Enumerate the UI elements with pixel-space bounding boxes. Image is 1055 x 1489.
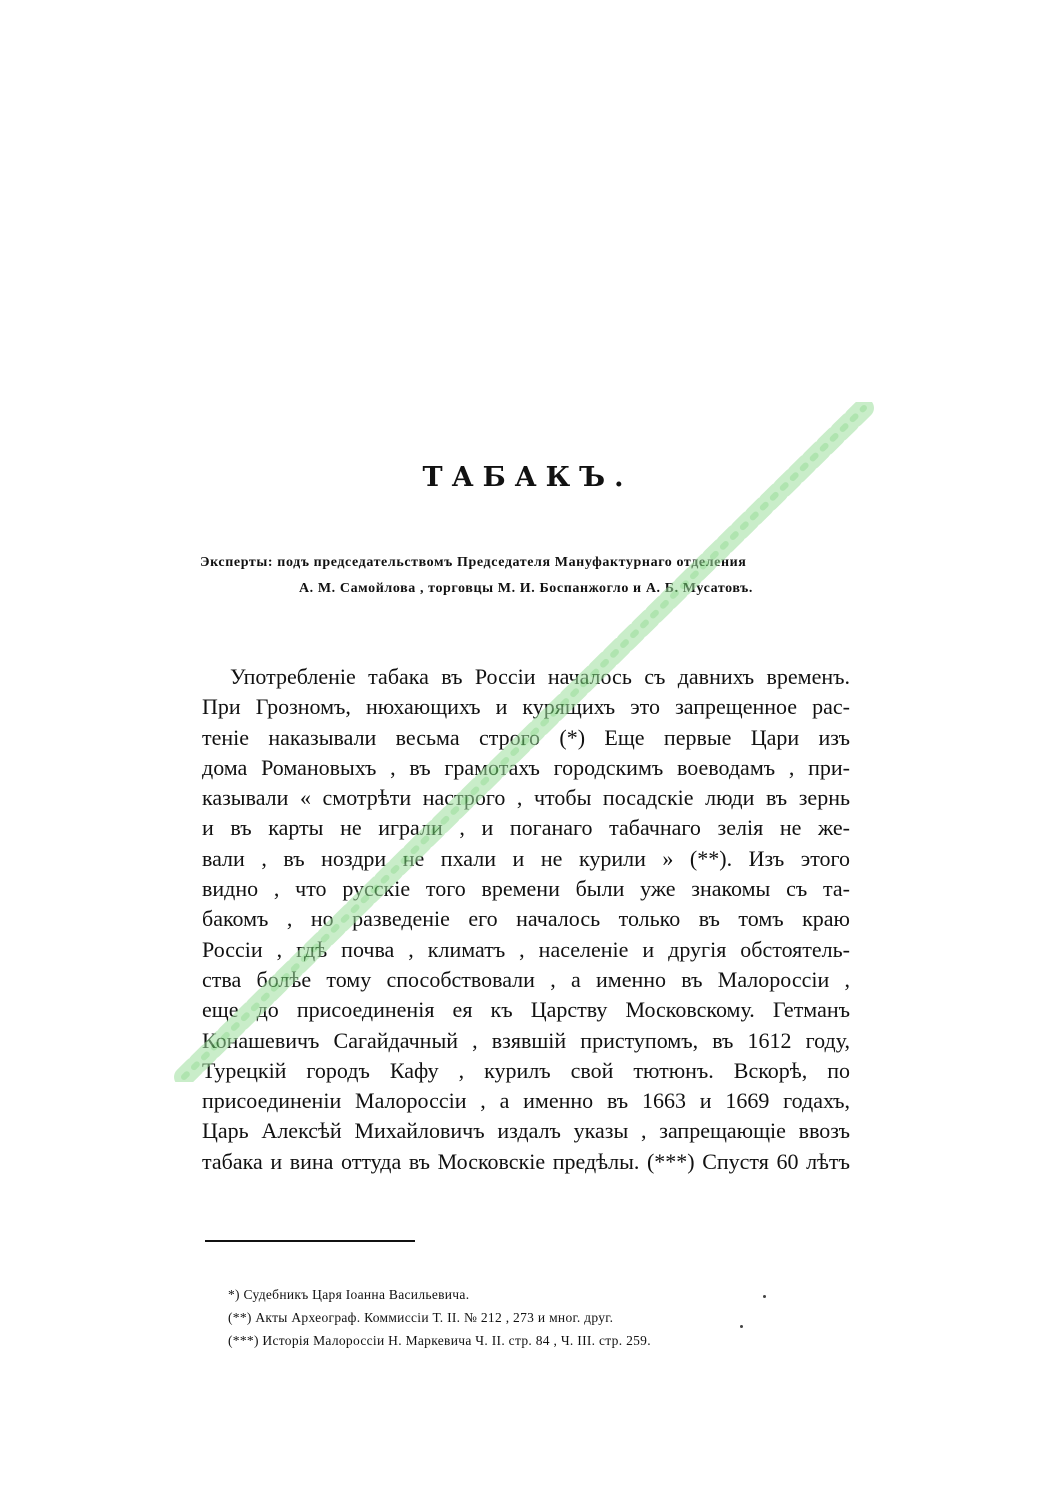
body-line: Россіи , гдѣ почва , климатъ , населеніе и другія обстоятель- <box>202 936 850 962</box>
page-title: ТАБАКЪ. <box>422 462 633 493</box>
body-line: и въ карты не играли , и поганаго табачнаго зелія не же- <box>202 815 850 841</box>
body-line: видно , что русскіе того времени были уже знакомы съ та- <box>202 876 850 902</box>
scan-speck <box>763 1295 766 1298</box>
body-line: При Грозномъ, нюхающихъ и курящихъ это запрещенное рас- <box>202 694 850 720</box>
body-line: вали , въ ноздри не пхали и не курили » (**). Изъ этого <box>202 845 850 871</box>
footnote-divider <box>205 1240 415 1242</box>
footnote-2: (**) Акты Археограф. Коммиссіи Т. II. № 212 , 273 и мног. друг. <box>228 1310 614 1325</box>
experts-line-2: А. М. Самойлова , торговцы М. И. Боспанжогло и А. Б. Мусатовъ. <box>298 581 754 596</box>
footnote-1: *) Судебникъ Царя Іоанна Васильевича. <box>228 1287 470 1302</box>
body-paragraph <box>202 662 850 1177</box>
body-line: ства болѣе тому способствовали , а именно въ Малороссіи , <box>202 966 850 992</box>
body-line: табака и вина оттуда въ Московскіе предѣлы. (***) Спустя 60 лѣтъ <box>202 1148 850 1174</box>
experts-line-1: Эксперты: подъ председательствомъ Председателя Мануфактурнаго отделения <box>200 555 747 570</box>
body-line: Конашевичъ Сагайдачный , взявшій приступомъ, въ 1612 году, <box>202 1027 850 1053</box>
body-line: присоединеніи Малороссіи , а именно въ 1663 и 1669 годахъ, <box>202 1088 850 1114</box>
footnotes <box>228 1283 828 1352</box>
body-line: Употребленіе табака въ Россіи началось съ давнихъ временъ. <box>230 664 850 689</box>
scan-speck <box>740 1325 743 1328</box>
body-line: казывали « смотрѣти настрого , чтобы посадскіе люди въ зернь <box>202 785 850 811</box>
body-line: теніе наказывали весьма строго (*) Еще первые Цари изъ <box>202 724 850 750</box>
body-line: Турецкій городъ Кафу , курилъ свой тютюнъ. Вскорѣ, по <box>202 1057 850 1083</box>
body-line: еще до присоединенія ея къ Царству Московскому. Гетманъ <box>202 997 850 1023</box>
experts-note <box>200 555 852 597</box>
body-line: бакомъ , но разведеніе его началось только въ томъ краю <box>202 906 850 932</box>
body-line: дома Романовыхъ , въ грамотахъ городскимъ воеводамъ , при- <box>202 754 850 780</box>
footnote-3: (***) Исторія Малороссіи Н. Маркевича Ч. II. стр. 84 , Ч. III. стр. 259. <box>228 1333 651 1348</box>
body-line: Царь Алексѣй Михайловичъ издалъ указы , запрещающіе ввозъ <box>202 1118 850 1144</box>
